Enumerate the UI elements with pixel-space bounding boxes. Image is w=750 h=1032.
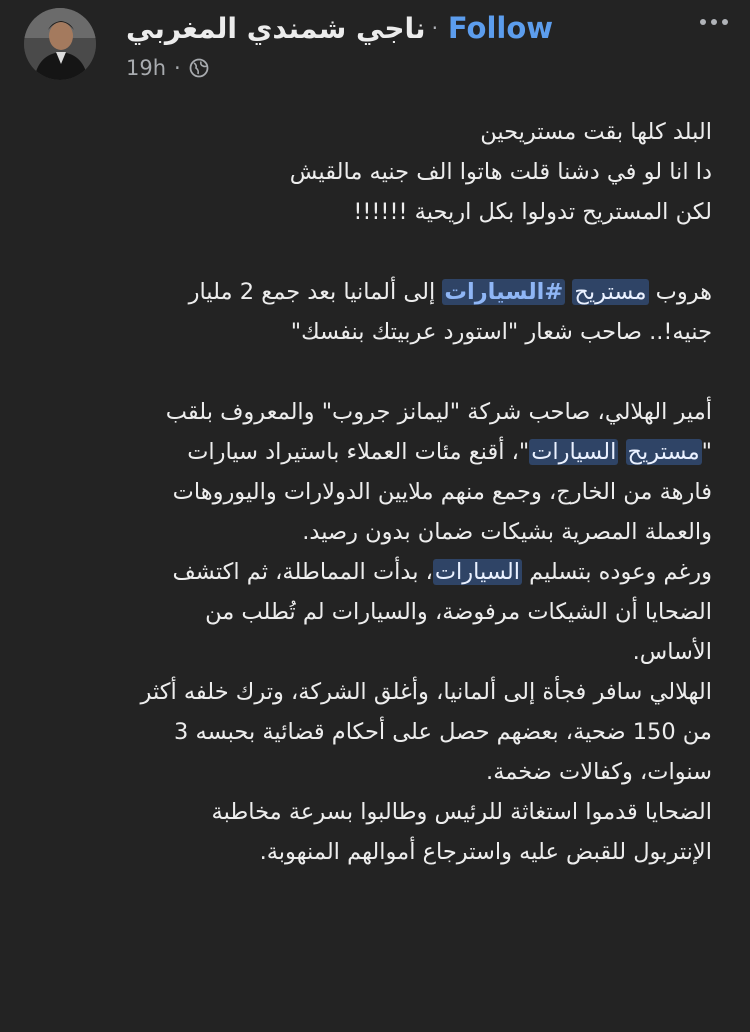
keyword-link[interactable]: مستريح bbox=[627, 439, 700, 465]
text-line: الهلالي سافر فجأة إلى ألمانيا، وأغلق الشركة، وترك خلفه أكثر bbox=[140, 679, 712, 705]
text-line: جنيه!.. صاحب شعار "استورد عربيتك بنفسك" bbox=[290, 319, 712, 345]
text-segment: "، أقنع مئات العملاء باستيراد سيارات bbox=[187, 439, 530, 465]
text-segment: إلى ألمانيا بعد جمع 2 مليار bbox=[188, 279, 443, 305]
post-text bbox=[90, 112, 712, 872]
text-line bbox=[90, 432, 712, 472]
text-line: فارهة من الخارج، وجمع منهم ملايين الدولارات واليوروهات bbox=[172, 479, 712, 505]
author-row bbox=[126, 8, 553, 48]
text-segment bbox=[618, 439, 625, 465]
text-segment: ورغم وعوده بتسليم bbox=[522, 559, 712, 585]
text-line: من 150 ضحية، بعضهم حصل على أحكام قضائية بحبسه 3 bbox=[174, 719, 712, 745]
text-line: الأساس. bbox=[632, 639, 712, 665]
dot-icon bbox=[711, 19, 717, 25]
text-line: الضحايا قدموا استغاثة للرئيس وطالبوا بسرعة مخاطبة bbox=[211, 799, 712, 825]
paragraph-intro bbox=[90, 112, 712, 232]
text-line: دا انا لو في دشنا قلت هاتوا الف جنيه مالقيش bbox=[289, 159, 712, 185]
paragraph-story bbox=[90, 392, 712, 872]
text-line bbox=[90, 272, 712, 312]
text-line: سنوات، وكفالات ضخمة. bbox=[486, 759, 712, 785]
post-header bbox=[0, 0, 750, 100]
text-segment: هروب bbox=[648, 279, 712, 305]
text-segment: " bbox=[701, 439, 712, 465]
text-line: البلد كلها بقت مستريحين bbox=[480, 119, 712, 145]
text-segment: ، بدأت المماطلة، ثم اكتشف bbox=[172, 559, 433, 585]
author-avatar[interactable] bbox=[24, 8, 96, 80]
keyword-link[interactable]: السيارات bbox=[434, 559, 520, 585]
text-line: أمير الهلالي، صاحب شركة "ليمانز جروب" والمعروف بلقب bbox=[165, 399, 712, 425]
text-line: الضحايا أن الشيكات مرفوضة، والسيارات لم تُطلب من bbox=[205, 599, 712, 625]
text-line: والعملة المصرية بشيكات ضمان بدون رصيد. bbox=[302, 519, 712, 545]
dot-icon bbox=[722, 19, 728, 25]
globe-icon[interactable] bbox=[189, 58, 209, 78]
dot-icon bbox=[700, 19, 706, 25]
name-separator: · bbox=[431, 16, 438, 40]
paragraph-headline bbox=[90, 272, 712, 352]
text-line: لكن المستريح تدولوا بكل اريحية !!!!!! bbox=[353, 199, 712, 225]
text-line bbox=[90, 552, 712, 592]
post-meta bbox=[126, 52, 209, 84]
post-timestamp[interactable]: 19h bbox=[126, 56, 167, 80]
keyword-link[interactable]: السيارات bbox=[531, 439, 617, 465]
follow-button[interactable]: Follow bbox=[447, 11, 554, 45]
hashtag-link[interactable]: #السيارات bbox=[444, 279, 564, 305]
meta-separator: · bbox=[174, 56, 181, 80]
keyword-link[interactable]: مستريح bbox=[574, 279, 647, 305]
more-options-icon[interactable] bbox=[700, 10, 728, 34]
author-name[interactable]: ناجي شمندي المغربي bbox=[126, 11, 426, 45]
text-line: الإنتربول للقبض عليه واسترجاع أموالهم المنهوبة. bbox=[259, 839, 712, 865]
